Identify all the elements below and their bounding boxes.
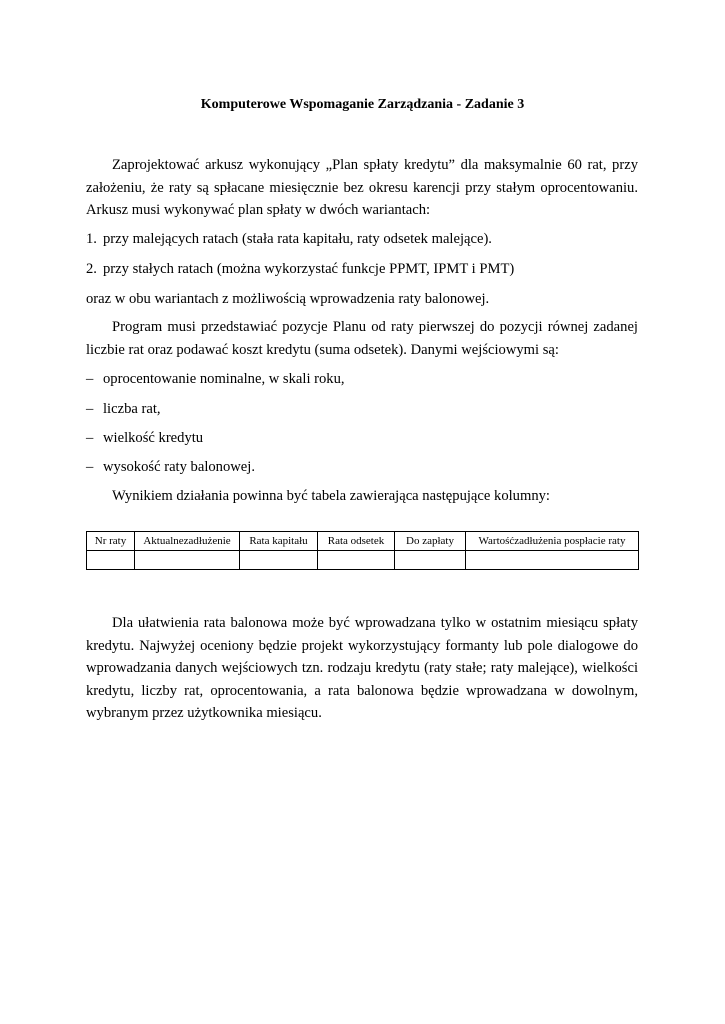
columns-table [86,531,639,570]
column-header: Rata kapitału [240,532,318,551]
table-row [87,551,639,570]
table-cell [395,551,466,570]
input-text: wielkość kredytu [103,430,204,446]
table-cell [318,551,395,570]
input-item-2 [86,398,638,421]
input-item-4 [86,456,638,479]
column-header: Do zapłaty [395,532,466,551]
result-intro: Wynikiem działania powinna być tabela zawierająca następujące kolumny: [112,488,550,504]
column-header: Wartośćzadłużenia pospłacie raty [466,532,639,551]
table-header-row [87,532,639,551]
dash-marker: – [86,401,94,417]
list-number: 1. [86,231,97,247]
list-number: 2. [86,261,97,277]
closing-paragraph: Dla ułatwienia rata balonowa może być wprowadzana tylko w ostatnim miesiącu spłaty kredytu. Najwyżej oceniony będzie projekt wykorzystujący formanty lub pole dialogowe do wprowadzania danych wejściowych tzn. rodzaju kredytu (raty stałe; raty malejące), wielkości kredytu, liczby rat, oprocentowania, a rata balonowa będzie wprowadzana w dowolnym, wybranym przez użytkownika miesiącu. [86,615,638,721]
input-item-3 [86,427,638,450]
input-text: oprocentowanie nominalne, w skali roku, [103,371,345,387]
intro-paragraph: Zaprojektować arkusz wykonujący „Plan spłaty kredytu” dla maksymalnie 60 rat, przy założeniu, że raty są spłacane miesięcznie bez okresu karencji przy stałym oprocentowaniu. Arkusz musi wykonywać plan spłaty w dwóch wariantach: [86,157,638,218]
variant-item-2 [86,258,638,281]
dash-marker: – [86,430,94,446]
column-header: Nr raty [87,532,135,551]
input-text: liczba rat, [103,401,161,417]
variant-text: przy stałych ratach (można wykorzystać funkcje PPMT, IPMT i PMT) [103,261,515,277]
dash-marker: – [86,371,94,387]
variant-item-1 [86,228,638,251]
variant-text: przy malejących ratach (stała rata kapitału, raty odsetek malejące). [103,231,492,247]
document-title: Komputerowe Wspomaganie Zarządzania - Zadanie 3 [200,97,525,112]
input-text: wysokość raty balonowej. [103,459,255,475]
input-item-1 [86,368,638,391]
dash-marker: – [86,459,94,475]
table-cell [87,551,135,570]
table-cell [240,551,318,570]
balloon-note: oraz w obu wariantach z możliwością wprowadzenia raty balonowej. [86,291,490,307]
column-header: Rata odsetek [318,532,395,551]
program-paragraph: Program musi przedstawiać pozycje Planu od raty pierwszej do pozycji równej zadanej liczbie rat oraz podawać koszt kredytu (suma odsetek). Danymi wejściowymi są: [86,319,638,358]
table-cell [135,551,240,570]
column-header: Aktualnezadłużenie [135,532,240,551]
table-cell [466,551,639,570]
